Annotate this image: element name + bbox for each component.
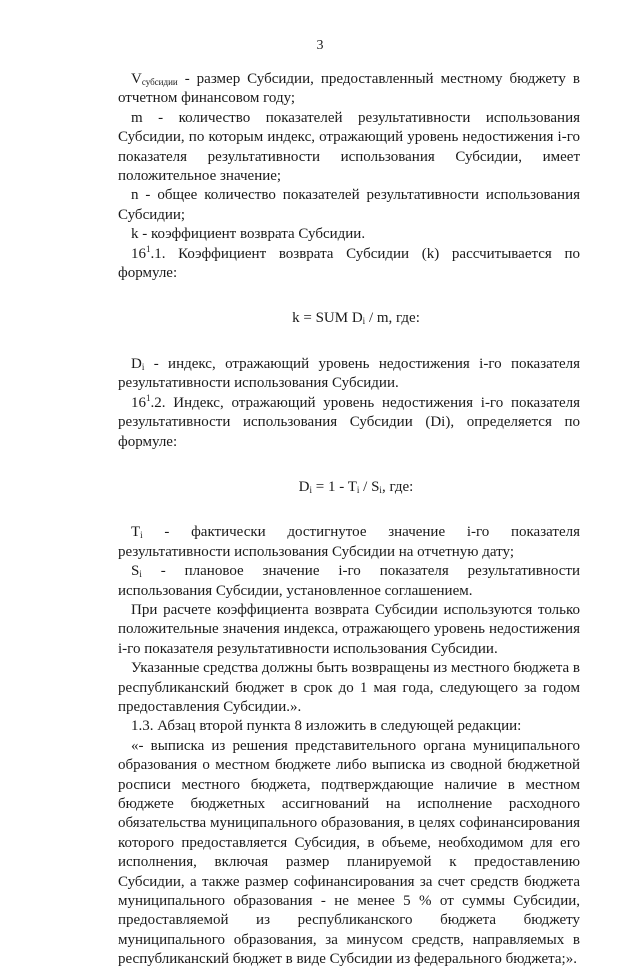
paragraph-return-deadline: Указанные средства должны быть возвращены из местного бюджета в республиканский бюджет в срок до 1 мая года, следующего за годом предоставления Субсидии.».	[118, 660, 580, 715]
definition-n: n - общее количество показателей результативности использования Субсидии;	[118, 187, 580, 223]
paragraph-positive-values: При расчете коэффициента возврата Субсидии используются только положительные значения индекса, отражающего уровень недостижения i-го показателя результативности использования Субсидии.	[118, 601, 580, 657]
clause-16-1-2: $16^1.2$. Индекс, отражающий уровень недостижения i-го показателя результативности использования Субсидии (Di), определяется по формуле:	[118, 392, 580, 450]
formula-k: k = SUM $D_i$ / m, где:	[292, 310, 420, 327]
definition-t: $T_i$ - фактически достигнутое значение i-го показателя результативности использования Субсидии на отчетную дату;	[118, 524, 580, 560]
definition-s: $S_i$ - плановое значение i-го показателя результативности использования Субсидии, установленное соглашением.	[118, 563, 580, 599]
quoted-paragraph: «- выписка из решения представительного органа муниципального образования о местном бюджете либо выписка из сводной бюджетной росписи местного бюджета, подтверждающие наличие в местном бюджете бюджетных ассигнований на исполнение расходного обязательства муниципального образования, в целях софинансирования которого предоставляется Субсидия, в объеме, необходимом для его исполнения, включая размер планируемой к предоставлению Субсидии, а также размер софинансирования за счет средств бюджета муниципального образования - не менее 5 % от суммы Субсидии, предоставляемой из республиканского бюджета бюджету муниципального образования, за минусом средств, направляемых в республиканский бюджет в виде Субсидии из федерального бюджета;».	[118, 737, 580, 968]
clause-16-1-1: $16^1.1$. Коэффициент возврата Субсидии (k) рассчитывается по формуле:	[118, 243, 580, 282]
document-body	[118, 70, 580, 970]
definition-k: k - коэффициент возврата Субсидии.	[131, 226, 366, 243]
clause-1-3: 1.3. Абзац второй пункта 8 изложить в следующей редакции:	[131, 718, 522, 735]
definition-v-subsidy: $V_{субсидии}$ - размер Субсидии, предоставленный местному бюджету в отчетном финансовом году;	[118, 71, 580, 107]
page-number: 3	[316, 38, 324, 53]
definition-m: m - количество показателей результативности использования Субсидии, по которым индекс, отражающий уровень недостижения i-го показателя результативности использования Субсидии, имеет положительное значение;	[118, 109, 580, 185]
definition-d: $D_i$ - индекс, отражающий уровень недостижения i-го показателя результативности использования Субсидии.	[118, 355, 580, 392]
formula-d: $D_i = 1 - T_i / S_i$, где:	[298, 478, 414, 495]
